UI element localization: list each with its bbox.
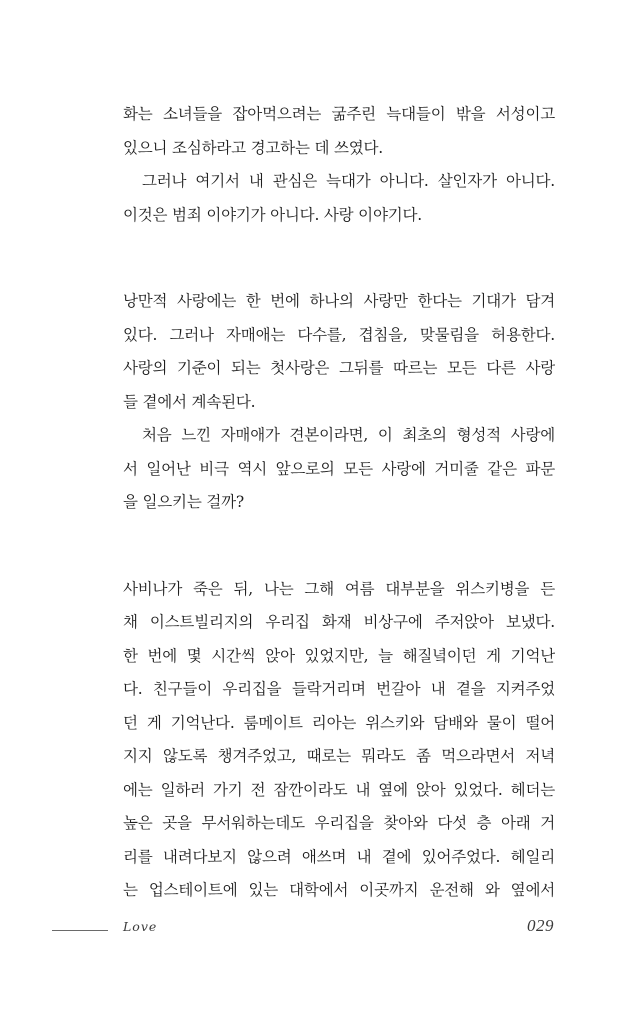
text-line: 을 일으키는 걸까? <box>123 493 244 511</box>
text-line: 다. 친구들이 우리집을 들락거리며 번갈아 내 곁을 지켜주었 <box>123 680 555 698</box>
text-line: 리를 내려다보지 않으려 애쓰며 내 곁에 있어주었다. 헤일리 <box>123 847 555 866</box>
text-line: 있으니 조심하라고 경고하는 데 쓰였다. <box>123 138 384 157</box>
text-line: 처음 느낀 자매애가 견본이라면, 이 최초의 형성적 사랑에 <box>142 426 555 444</box>
text-line: 들 곁에서 계속된다. <box>123 392 256 411</box>
text-line: 던 게 기억난다. 룸메이트 리아는 위스키와 담배와 물이 떨어 <box>123 713 555 732</box>
text-line: 서 일어난 비극 역시 앞으로의 모든 사랑에 거미줄 같은 파문 <box>123 459 555 478</box>
text-line: 그러나 여기서 내 관심은 늑대가 아니다. 살인자가 아니다. <box>142 172 555 190</box>
text-line: 이것은 범죄 이야기가 아니다. 사랑 이야기다. <box>123 205 423 224</box>
text-line: 지지 않도록 챙겨주었고, 때로는 뭐라도 좀 먹으라면서 저녁 <box>123 747 555 765</box>
section-break <box>123 232 555 285</box>
page-number: 029 <box>527 916 554 935</box>
text-line: 에는 일하러 가기 전 잠깐이라도 내 옆에 앉아 있었다. 헤더는 <box>123 780 555 799</box>
text-line: 한 번에 몇 시간씩 앉아 있었지만, 늘 해질녘이던 게 기억난 <box>123 646 555 665</box>
text-line: 사비나가 죽은 뒤, 나는 그해 여름 대부분을 위스키병을 든 <box>123 579 555 598</box>
text-line: 높은 곳을 무서워하는데도 우리집을 찾아와 다섯 층 아래 거 <box>123 814 555 832</box>
running-title: Love <box>123 919 158 934</box>
text-line: 채 이스트빌리지의 우리집 화재 비상구에 주저앉아 보냈다. <box>123 613 555 631</box>
text-line: 있다. 그러나 자매애는 다수를, 겹침을, 맞물림을 허용한다. <box>123 325 555 344</box>
text-line: 는 업스테이트에 있는 대학에서 이곳까지 운전해 와 옆에서 <box>123 881 555 899</box>
section-break <box>123 520 555 573</box>
text-line: 화는 소녀들을 잡아먹으려는 굶주린 늑대들이 밖을 서성이고 <box>123 105 555 123</box>
text-line: 사랑의 기준이 되는 첫사랑은 그뒤를 따르는 모든 다른 사랑 <box>123 359 555 377</box>
text-line: 낭만적 사랑에는 한 번에 하나의 사랑만 한다는 기대가 담겨 <box>123 292 555 310</box>
footer-rule <box>52 930 108 931</box>
body-text <box>123 98 555 908</box>
